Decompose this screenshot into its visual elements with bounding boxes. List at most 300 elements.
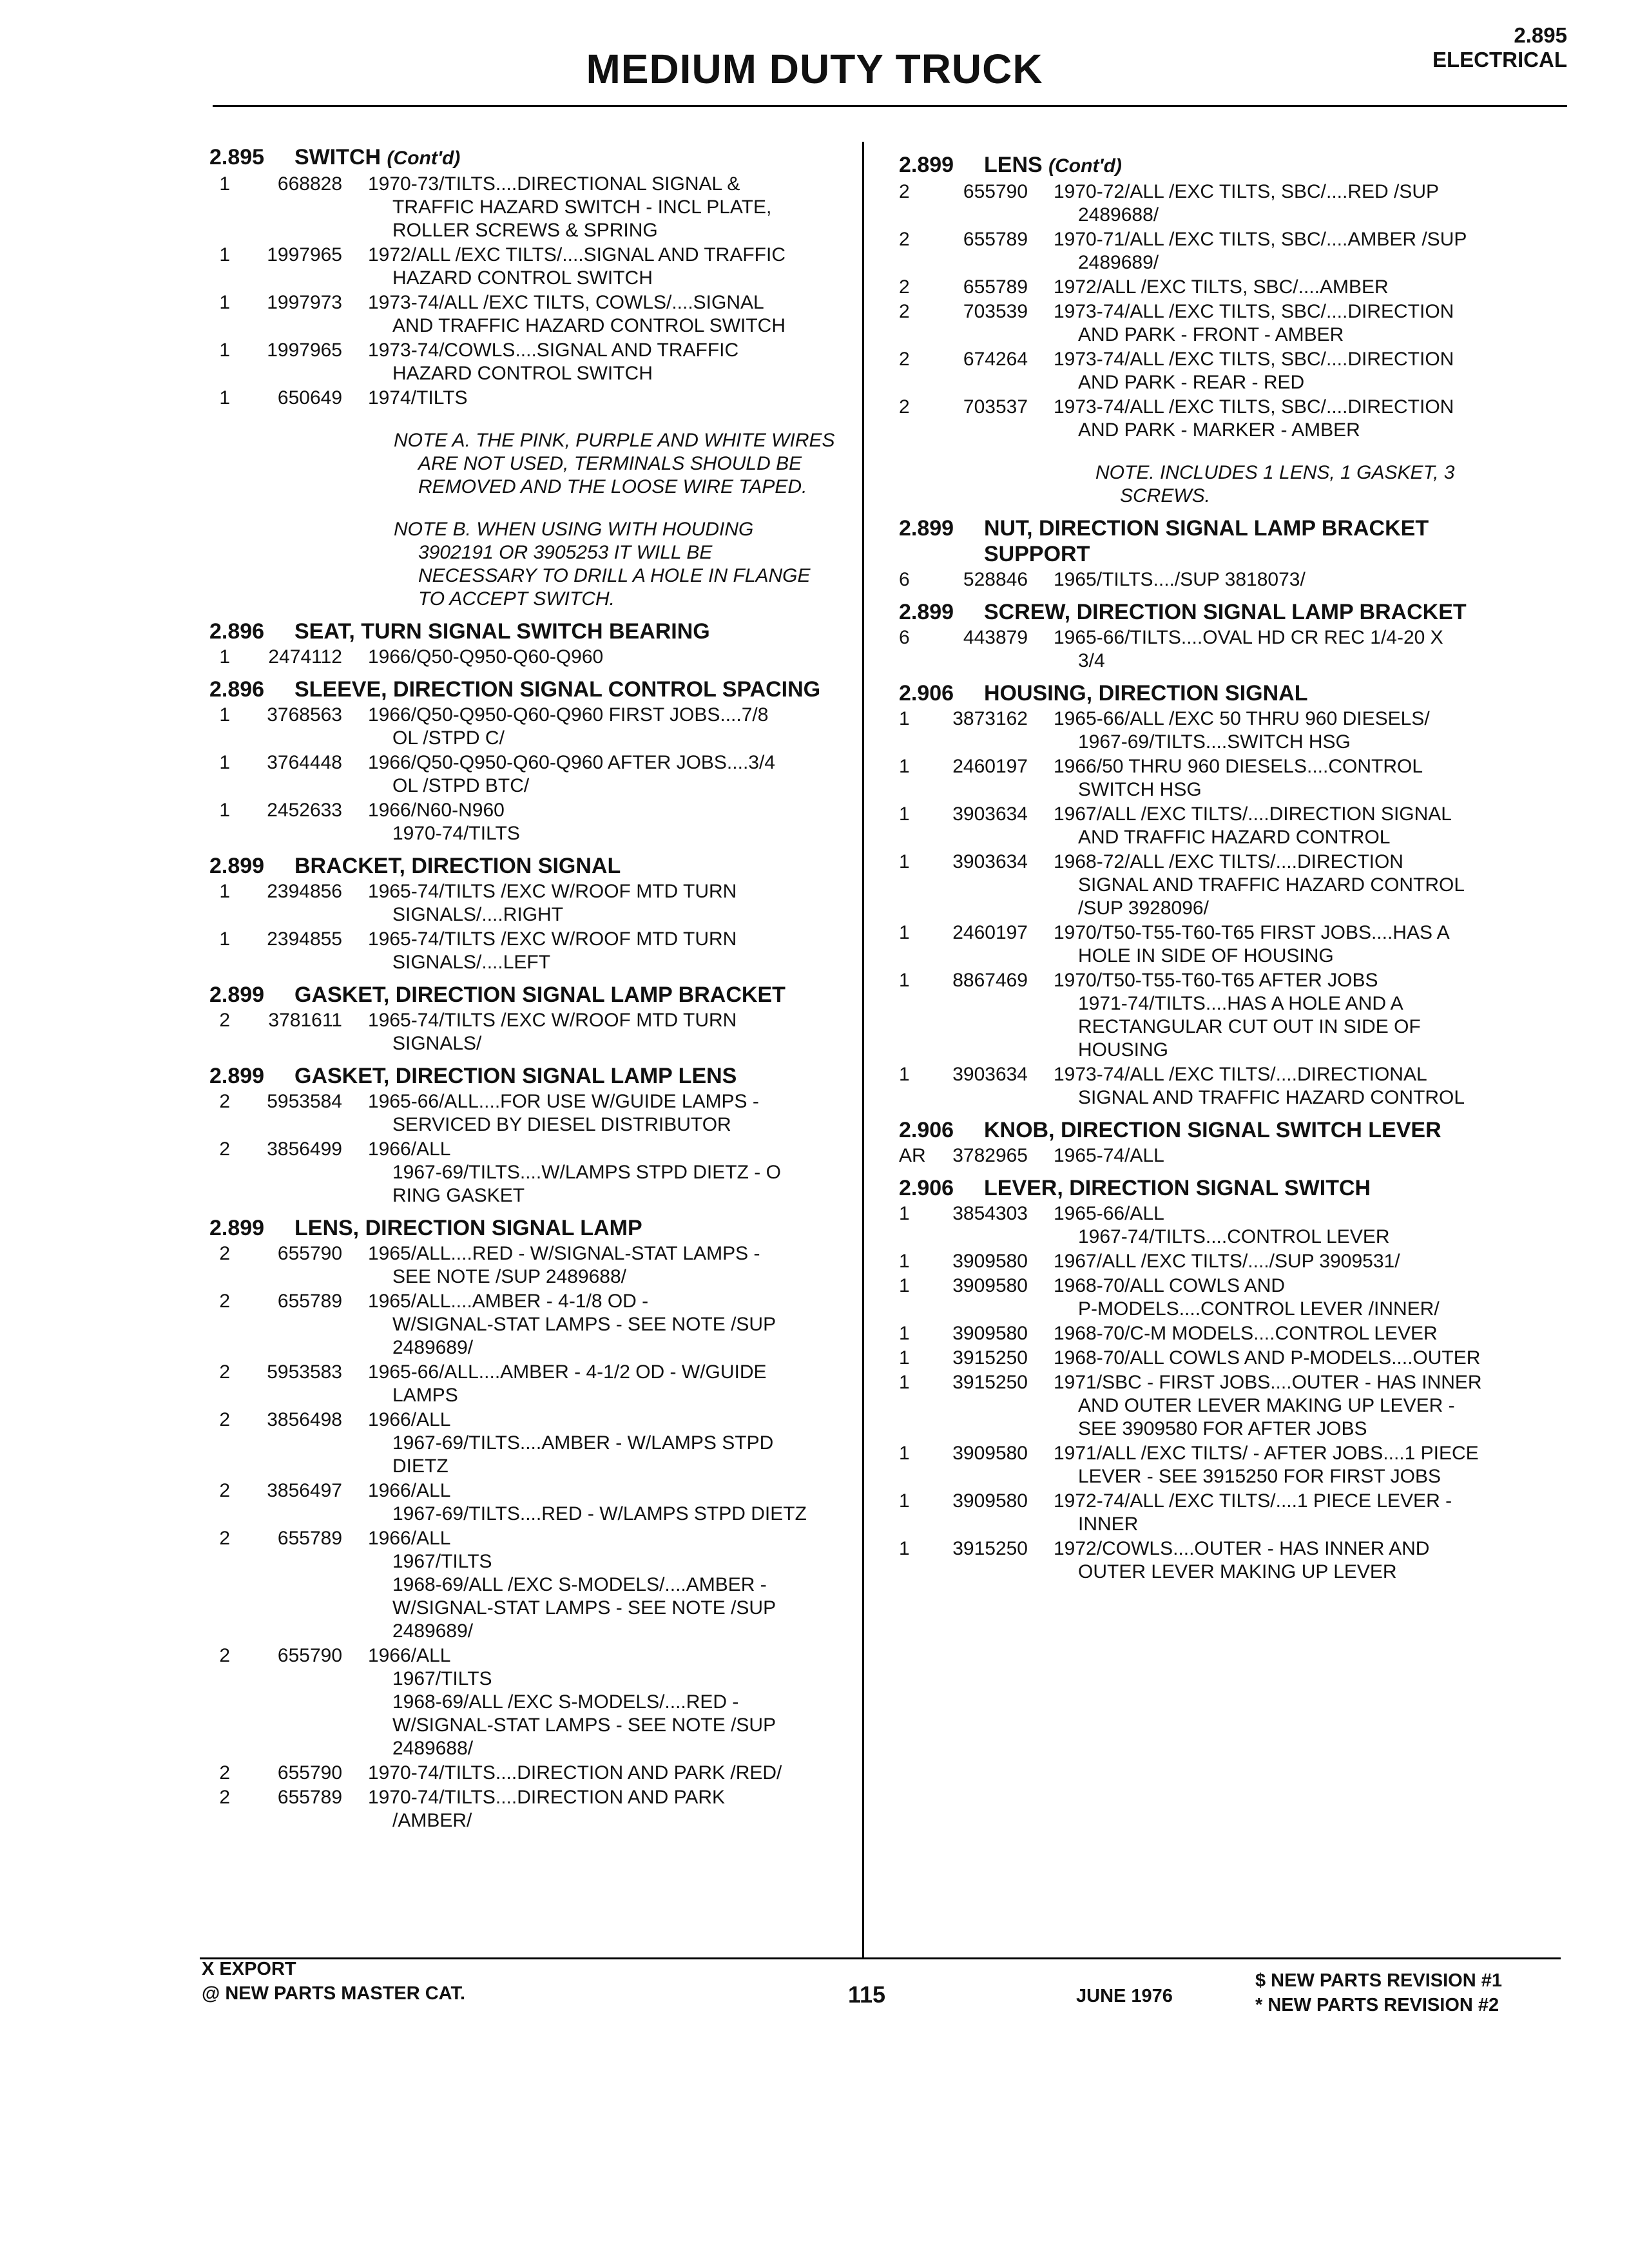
section-title-text: HOUSING, DIRECTION SIGNAL bbox=[984, 681, 1308, 706]
part-row bbox=[209, 173, 854, 242]
part-description bbox=[368, 1138, 854, 1207]
quantity: 2 bbox=[219, 1762, 230, 1783]
part-description bbox=[1054, 1537, 1563, 1584]
part-row bbox=[209, 646, 854, 669]
description-line: 1965-74/ALL bbox=[1054, 1145, 1164, 1166]
section-title bbox=[294, 677, 820, 702]
section-title-text: GASKET, DIRECTION SIGNAL LAMP LENS bbox=[294, 1064, 737, 1088]
section-title-text: SLEEVE, DIRECTION SIGNAL CONTROL SPACING bbox=[294, 677, 821, 702]
description-line: SEE 3909580 FOR AFTER JOBS bbox=[1078, 1418, 1367, 1439]
part-description bbox=[368, 1290, 854, 1360]
part-description bbox=[368, 646, 854, 669]
part-row bbox=[899, 228, 1563, 274]
description-line: HAZARD CONTROL SWITCH bbox=[392, 363, 653, 384]
description-line: 2489688/ bbox=[1078, 204, 1159, 226]
part-row bbox=[899, 1322, 1563, 1345]
description-line: 1966/ALL bbox=[368, 1528, 451, 1549]
section-title-text: NUT, DIRECTION SIGNAL LAMP BRACKET bbox=[984, 516, 1429, 541]
quantity: 1 bbox=[899, 756, 910, 777]
section-number: 2.895 bbox=[209, 145, 265, 169]
note-line: NECESSARY TO DRILL A HOLE IN FLANGE bbox=[418, 565, 811, 586]
quantity: 1 bbox=[899, 970, 910, 991]
quantity: 1 bbox=[219, 752, 230, 773]
part-row bbox=[899, 1063, 1563, 1110]
part-row bbox=[209, 751, 854, 798]
part-row bbox=[899, 1347, 1563, 1370]
description-line: 1965/ALL....AMBER - 4-1/8 OD - bbox=[368, 1291, 649, 1312]
part-description bbox=[1054, 921, 1563, 968]
description-line: /SUP 3928096/ bbox=[1078, 898, 1209, 919]
description-line: 1965-66/ALL /EXC 50 THRU 960 DIESELS/ bbox=[1054, 708, 1430, 729]
note-line: SCREWS. bbox=[1120, 485, 1211, 506]
description-line: 2489689/ bbox=[392, 1620, 474, 1642]
description-line: 1970/T50-T55-T60-T65 AFTER JOBS bbox=[1054, 970, 1378, 991]
description-line: 1966/50 THRU 960 DIESELS....CONTROL bbox=[1054, 756, 1423, 777]
part-number: 3909580 bbox=[952, 1443, 1028, 1464]
description-line: 1966/ALL bbox=[368, 1139, 451, 1160]
part-number: 655790 bbox=[277, 1762, 342, 1783]
section-title bbox=[294, 853, 621, 879]
part-number: 655789 bbox=[963, 276, 1028, 298]
description-line: AND PARK - REAR - RED bbox=[1078, 372, 1305, 393]
section-heading bbox=[209, 853, 854, 879]
part-number: 3781611 bbox=[268, 1010, 342, 1031]
part-number: 1997973 bbox=[267, 292, 342, 313]
quantity: 2 bbox=[219, 1291, 230, 1312]
quantity: 6 bbox=[899, 627, 910, 648]
part-row bbox=[209, 1290, 854, 1360]
footer-master-legend: @ NEW PARTS MASTER CAT. bbox=[202, 1983, 466, 2004]
description-line: AND TRAFFIC HAZARD CONTROL bbox=[1078, 827, 1391, 848]
note-line: ARE NOT USED, TERMINALS SHOULD BE bbox=[418, 453, 802, 474]
description-line: 2489689/ bbox=[392, 1337, 474, 1358]
part-row bbox=[209, 1786, 854, 1832]
part-row bbox=[899, 1490, 1563, 1536]
section-title bbox=[984, 680, 1307, 706]
part-row bbox=[899, 300, 1563, 347]
section-title-text: SCREW, DIRECTION SIGNAL LAMP BRACKET bbox=[984, 600, 1467, 624]
section-heading bbox=[209, 1063, 854, 1089]
part-row bbox=[209, 387, 854, 410]
header-rule bbox=[213, 105, 1567, 107]
quantity: 2 bbox=[899, 276, 910, 298]
description-line: 1967/TILTS bbox=[392, 1668, 492, 1689]
note-line: NOTE A. THE PINK, PURPLE AND WHITE WIRES bbox=[394, 430, 835, 451]
part-number: 2394855 bbox=[267, 928, 342, 950]
part-row bbox=[209, 880, 854, 927]
section-heading bbox=[899, 1117, 1563, 1143]
description-line: 1971/ALL /EXC TILTS/ - AFTER JOBS....1 PIECE bbox=[1054, 1443, 1479, 1464]
description-line: RECTANGULAR CUT OUT IN SIDE OF bbox=[1078, 1016, 1421, 1037]
section-title-text: SWITCH bbox=[294, 145, 381, 169]
description-line: 1970-72/ALL /EXC TILTS, SBC/....RED /SUP bbox=[1054, 181, 1440, 202]
part-number: 3768563 bbox=[267, 704, 342, 726]
description-line: SEE NOTE /SUP 2489688/ bbox=[392, 1266, 626, 1287]
description-line: 2489689/ bbox=[1078, 252, 1159, 273]
section-title bbox=[984, 1175, 1371, 1201]
description-line: 1965/ALL....RED - W/SIGNAL-STAT LAMPS - bbox=[368, 1243, 760, 1264]
part-number: 528846 bbox=[963, 569, 1028, 590]
quantity: 2 bbox=[219, 1645, 230, 1666]
quantity: 1 bbox=[219, 340, 230, 361]
section-heading bbox=[899, 515, 1563, 567]
section-title-text: BRACKET, DIRECTION SIGNAL bbox=[294, 854, 621, 878]
part-number: 655789 bbox=[277, 1787, 342, 1808]
description-line: 1966/ALL bbox=[368, 1480, 451, 1501]
part-description bbox=[1054, 1202, 1563, 1249]
section-heading bbox=[899, 680, 1563, 706]
part-number: 3873162 bbox=[952, 708, 1028, 729]
part-description bbox=[1054, 300, 1563, 347]
description-line: P-MODELS....CONTROL LEVER /INNER/ bbox=[1078, 1298, 1440, 1320]
description-line: 1968-70/ALL COWLS AND bbox=[1054, 1275, 1286, 1296]
part-description bbox=[1054, 1442, 1563, 1488]
part-row bbox=[899, 626, 1563, 673]
section-name: ELECTRICAL bbox=[1432, 48, 1567, 72]
quantity: 1 bbox=[899, 1372, 910, 1393]
part-number: 3903634 bbox=[952, 803, 1028, 825]
section-number: 2.899 bbox=[899, 516, 954, 541]
part-row bbox=[209, 1408, 854, 1478]
section-number: 2.896 bbox=[209, 677, 265, 702]
part-description bbox=[368, 1479, 854, 1526]
page-number: 115 bbox=[848, 1981, 886, 2008]
part-row bbox=[899, 850, 1563, 920]
part-number: 650649 bbox=[277, 387, 342, 408]
description-line: 1967-69/TILTS....W/LAMPS STPD DIETZ - O bbox=[392, 1162, 781, 1183]
section-title bbox=[294, 1063, 737, 1089]
part-number: 8867469 bbox=[952, 970, 1028, 991]
part-row bbox=[899, 396, 1563, 442]
description-line: HAZARD CONTROL SWITCH bbox=[392, 267, 653, 289]
quantity: 1 bbox=[219, 928, 230, 950]
part-row bbox=[899, 180, 1563, 227]
part-number: 3764448 bbox=[267, 752, 342, 773]
part-number: 3909580 bbox=[952, 1275, 1028, 1296]
footer-revision-2: * NEW PARTS REVISION #2 bbox=[1255, 1995, 1499, 2015]
description-line: 1965/TILTS..../SUP 3818073/ bbox=[1054, 569, 1306, 590]
note-line: REMOVED AND THE LOOSE WIRE TAPED. bbox=[418, 476, 807, 497]
section-heading bbox=[899, 152, 1563, 179]
description-line: 1973-74/COWLS....SIGNAL AND TRAFFIC bbox=[368, 340, 739, 361]
part-number: 443879 bbox=[963, 627, 1028, 648]
section-number: 2.899 bbox=[209, 1216, 265, 1240]
part-row bbox=[899, 1442, 1563, 1488]
quantity: 2 bbox=[219, 1139, 230, 1160]
section-title bbox=[294, 144, 460, 171]
quantity: 2 bbox=[899, 181, 910, 202]
part-number: 2452633 bbox=[267, 800, 342, 821]
description-line: 1966/Q50-Q950-Q60-Q960 bbox=[368, 646, 604, 668]
part-row bbox=[899, 568, 1563, 591]
part-description bbox=[1054, 1144, 1563, 1168]
quantity: 1 bbox=[899, 1323, 910, 1344]
part-row bbox=[899, 1371, 1563, 1441]
description-line: LAMPS bbox=[392, 1385, 458, 1406]
part-description bbox=[1054, 1063, 1563, 1110]
description-line: AND OUTER LEVER MAKING UP LEVER - bbox=[1078, 1395, 1455, 1416]
section-number: 2.899 bbox=[899, 153, 954, 177]
part-number: 3856497 bbox=[267, 1480, 342, 1501]
description-line: HOUSING bbox=[1078, 1039, 1169, 1061]
right-column bbox=[899, 144, 1563, 1584]
quantity: 1 bbox=[219, 881, 230, 902]
section-heading bbox=[899, 1175, 1563, 1201]
description-line: SIGNALS/....RIGHT bbox=[392, 904, 564, 925]
part-number: 655790 bbox=[277, 1243, 342, 1264]
part-number: 2474112 bbox=[268, 646, 342, 668]
part-row bbox=[209, 928, 854, 974]
description-line: 1967-69/TILTS....RED - W/LAMPS STPD DIETZ bbox=[392, 1503, 807, 1524]
note-block bbox=[394, 429, 854, 499]
section-title bbox=[294, 982, 786, 1008]
description-line: 1970-71/ALL /EXC TILTS, SBC/....AMBER /SUP bbox=[1054, 229, 1467, 250]
part-description bbox=[368, 244, 854, 290]
description-line: DIETZ bbox=[392, 1456, 448, 1477]
part-number: 655789 bbox=[277, 1291, 342, 1312]
part-description bbox=[368, 1009, 854, 1055]
description-line: 1967-74/TILTS....CONTROL LEVER bbox=[1078, 1226, 1390, 1247]
part-description bbox=[368, 1090, 854, 1137]
quantity: 1 bbox=[899, 1490, 910, 1512]
quantity: 2 bbox=[219, 1091, 230, 1112]
part-number: 655790 bbox=[277, 1645, 342, 1666]
part-description bbox=[1054, 1322, 1563, 1345]
description-line: 1971-74/TILTS....HAS A HOLE AND A bbox=[1078, 993, 1403, 1014]
part-description bbox=[1054, 348, 1563, 394]
description-line: AND TRAFFIC HAZARD CONTROL SWITCH bbox=[392, 315, 786, 336]
description-line: 1974/TILTS bbox=[368, 387, 468, 408]
part-description bbox=[1054, 1371, 1563, 1441]
description-line: 1965-74/TILTS /EXC W/ROOF MTD TURN bbox=[368, 881, 737, 902]
quantity: 1 bbox=[219, 292, 230, 313]
description-line: HOLE IN SIDE OF HOUSING bbox=[1078, 945, 1334, 966]
quantity: 1 bbox=[899, 1443, 910, 1464]
publication-date: JUNE 1976 bbox=[1076, 1986, 1173, 2006]
description-line: INNER bbox=[1078, 1514, 1139, 1535]
part-number: 703537 bbox=[963, 396, 1028, 418]
description-line: 1972/ALL /EXC TILTS, SBC/....AMBER bbox=[1054, 276, 1389, 298]
part-row bbox=[209, 291, 854, 338]
part-description bbox=[1054, 755, 1563, 802]
quantity: AR bbox=[899, 1145, 926, 1166]
part-row bbox=[209, 339, 854, 385]
description-line: TRAFFIC HAZARD SWITCH - INCL PLATE, bbox=[392, 197, 772, 218]
part-number: 3856498 bbox=[267, 1409, 342, 1430]
description-line: 2489688/ bbox=[392, 1738, 474, 1759]
quantity: 1 bbox=[899, 851, 910, 872]
part-number: 3903634 bbox=[952, 851, 1028, 872]
section-title bbox=[294, 1215, 642, 1241]
description-line: 1973-74/ALL /EXC TILTS/....DIRECTIONAL bbox=[1054, 1064, 1427, 1085]
part-description bbox=[368, 1527, 854, 1643]
description-line: SIGNALS/ bbox=[392, 1033, 482, 1054]
section-number: 2.906 bbox=[899, 681, 954, 706]
description-line: 1965-66/TILTS....OVAL HD CR REC 1/4-20 X bbox=[1054, 627, 1443, 648]
description-line: W/SIGNAL-STAT LAMPS - SEE NOTE /SUP bbox=[392, 1314, 776, 1335]
part-description bbox=[368, 1644, 854, 1760]
part-row bbox=[209, 704, 854, 750]
section-number: 2.906 bbox=[899, 1176, 954, 1200]
part-description bbox=[368, 339, 854, 385]
part-number: 3909580 bbox=[952, 1323, 1028, 1344]
description-line: 1970/T50-T55-T60-T65 FIRST JOBS....HAS A bbox=[1054, 922, 1450, 943]
part-description bbox=[1054, 1347, 1563, 1370]
description-line: 1965-66/ALL bbox=[1054, 1203, 1164, 1224]
quantity: 1 bbox=[219, 704, 230, 726]
section-title bbox=[984, 152, 1122, 179]
part-description bbox=[1054, 969, 1563, 1062]
part-row bbox=[899, 1144, 1563, 1168]
part-row bbox=[209, 1644, 854, 1760]
part-description bbox=[368, 173, 854, 242]
quantity: 2 bbox=[219, 1409, 230, 1430]
part-description bbox=[368, 1762, 854, 1785]
part-row bbox=[209, 1361, 854, 1407]
description-line: 1966/Q50-Q950-Q60-Q960 FIRST JOBS....7/8 bbox=[368, 704, 769, 726]
description-line: 1970-74/TILTS bbox=[392, 823, 520, 844]
part-number: 674264 bbox=[963, 349, 1028, 370]
part-row bbox=[209, 799, 854, 845]
left-column bbox=[209, 137, 854, 1832]
part-description bbox=[1054, 626, 1563, 673]
quantity: 2 bbox=[899, 229, 910, 250]
section-title bbox=[984, 515, 1429, 567]
description-line: 1968-70/ALL COWLS AND P-MODELS....OUTER bbox=[1054, 1347, 1481, 1369]
section-title bbox=[984, 1117, 1441, 1143]
quantity: 2 bbox=[219, 1528, 230, 1549]
section-title bbox=[984, 599, 1467, 625]
quantity: 1 bbox=[899, 1347, 910, 1369]
part-number: 5953584 bbox=[267, 1091, 342, 1112]
description-line: OUTER LEVER MAKING UP LEVER bbox=[1078, 1561, 1397, 1582]
quantity: 1 bbox=[219, 244, 230, 265]
part-description bbox=[1054, 850, 1563, 920]
description-line: 1966/ALL bbox=[368, 1409, 451, 1430]
description-line: 1970-73/TILTS....DIRECTIONAL SIGNAL & bbox=[368, 173, 740, 195]
description-line: 1967/ALL /EXC TILTS/..../SUP 3909531/ bbox=[1054, 1251, 1400, 1272]
description-line: OL /STPD C/ bbox=[392, 727, 505, 749]
quantity: 2 bbox=[899, 301, 910, 322]
part-description bbox=[1054, 1274, 1563, 1321]
note-line: TO ACCEPT SWITCH. bbox=[418, 588, 615, 610]
footer-export-legend: X EXPORT bbox=[202, 1959, 296, 1979]
description-line: RING GASKET bbox=[392, 1185, 525, 1206]
quantity: 2 bbox=[219, 1010, 230, 1031]
description-line: 1972-74/ALL /EXC TILTS/....1 PIECE LEVER - bbox=[1054, 1490, 1452, 1512]
description-line: 1972/COWLS....OUTER - HAS INNER AND bbox=[1054, 1538, 1430, 1559]
part-description bbox=[368, 751, 854, 798]
description-line: 1966/N60-N960 bbox=[368, 800, 505, 821]
part-number: 3854303 bbox=[952, 1203, 1028, 1224]
description-line: OL /STPD BTC/ bbox=[392, 775, 530, 796]
description-line: 1973-74/ALL /EXC TILTS, SBC/....DIRECTION bbox=[1054, 349, 1454, 370]
section-title-text: LEVER, DIRECTION SIGNAL SWITCH bbox=[984, 1176, 1371, 1200]
section-title-text: GASKET, DIRECTION SIGNAL LAMP BRACKET bbox=[294, 983, 786, 1007]
part-number: 1997965 bbox=[267, 244, 342, 265]
section-number: 2.899 bbox=[209, 1064, 265, 1088]
description-line: 1965-66/ALL....FOR USE W/GUIDE LAMPS - bbox=[368, 1091, 759, 1112]
description-line: 1968-72/ALL /EXC TILTS/....DIRECTION bbox=[1054, 851, 1403, 872]
part-row bbox=[899, 755, 1563, 802]
part-description bbox=[1054, 276, 1563, 299]
part-description bbox=[1054, 180, 1563, 227]
part-row bbox=[209, 1138, 854, 1207]
section-title bbox=[294, 619, 710, 644]
part-row bbox=[899, 803, 1563, 849]
description-line: 1973-74/ALL /EXC TILTS, COWLS/....SIGNAL bbox=[368, 292, 764, 313]
page-code: 2.895 bbox=[1514, 23, 1567, 47]
section-heading bbox=[209, 619, 854, 644]
part-number: 3782965 bbox=[952, 1145, 1028, 1166]
quantity: 2 bbox=[219, 1361, 230, 1383]
part-number: 1997965 bbox=[267, 340, 342, 361]
part-row bbox=[899, 276, 1563, 299]
description-line: SIGNAL AND TRAFFIC HAZARD CONTROL bbox=[1078, 874, 1465, 896]
quantity: 2 bbox=[219, 1243, 230, 1264]
part-description bbox=[368, 928, 854, 974]
description-line: 1965-66/ALL....AMBER - 4-1/2 OD - W/GUIDE bbox=[368, 1361, 767, 1383]
part-description bbox=[368, 880, 854, 927]
quantity: 1 bbox=[899, 803, 910, 825]
description-line: SIGNALS/....LEFT bbox=[392, 952, 551, 973]
footer-revision-1: $ NEW PARTS REVISION #1 bbox=[1255, 1970, 1502, 1991]
part-row bbox=[899, 707, 1563, 754]
quantity: 2 bbox=[219, 1787, 230, 1808]
description-line: 1968-69/ALL /EXC S-MODELS/....RED - bbox=[392, 1691, 739, 1713]
part-row bbox=[899, 1202, 1563, 1249]
description-line: W/SIGNAL-STAT LAMPS - SEE NOTE /SUP bbox=[392, 1715, 776, 1736]
part-number: 3909580 bbox=[952, 1251, 1028, 1272]
quantity: 1 bbox=[899, 1251, 910, 1272]
description-line: SIGNAL AND TRAFFIC HAZARD CONTROL bbox=[1078, 1087, 1465, 1108]
part-number: 655789 bbox=[277, 1528, 342, 1549]
part-description bbox=[1054, 396, 1563, 442]
description-line: 1967-69/TILTS....AMBER - W/LAMPS STPD bbox=[392, 1432, 774, 1454]
column-divider bbox=[862, 142, 864, 1959]
description-line: 1967-69/TILTS....SWITCH HSG bbox=[1078, 731, 1351, 753]
continued-label: (Cont'd) bbox=[387, 148, 461, 169]
quantity: 1 bbox=[899, 708, 910, 729]
part-number: 703539 bbox=[963, 301, 1028, 322]
quantity: 1 bbox=[219, 173, 230, 195]
quantity: 1 bbox=[899, 1064, 910, 1085]
part-number: 2460197 bbox=[952, 756, 1028, 777]
section-title-continued: SUPPORT bbox=[984, 542, 1090, 566]
part-row bbox=[899, 1537, 1563, 1584]
section-heading bbox=[209, 982, 854, 1008]
part-row bbox=[209, 1479, 854, 1526]
description-line: 1972/ALL /EXC TILTS/....SIGNAL AND TRAFFIC bbox=[368, 244, 786, 265]
part-description bbox=[368, 799, 854, 845]
section-number: 2.896 bbox=[209, 619, 265, 644]
part-description bbox=[1054, 228, 1563, 274]
part-number: 2394856 bbox=[267, 881, 342, 902]
description-line: SWITCH HSG bbox=[1078, 779, 1202, 800]
description-line: 1970-74/TILTS....DIRECTION AND PARK bbox=[368, 1787, 726, 1808]
quantity: 1 bbox=[219, 646, 230, 668]
quantity: 1 bbox=[899, 1275, 910, 1296]
part-number: 3915250 bbox=[952, 1372, 1028, 1393]
section-heading bbox=[209, 144, 854, 171]
part-description bbox=[368, 1361, 854, 1407]
part-description bbox=[1054, 707, 1563, 754]
description-line: 1965-74/TILTS /EXC W/ROOF MTD TURN bbox=[368, 1010, 737, 1031]
part-number: 5953583 bbox=[267, 1361, 342, 1383]
description-line: 1968-70/C-M MODELS....CONTROL LEVER bbox=[1054, 1323, 1438, 1344]
section-title-text: LENS bbox=[984, 153, 1043, 177]
page-title: MEDIUM DUTY TRUCK bbox=[586, 46, 1043, 92]
